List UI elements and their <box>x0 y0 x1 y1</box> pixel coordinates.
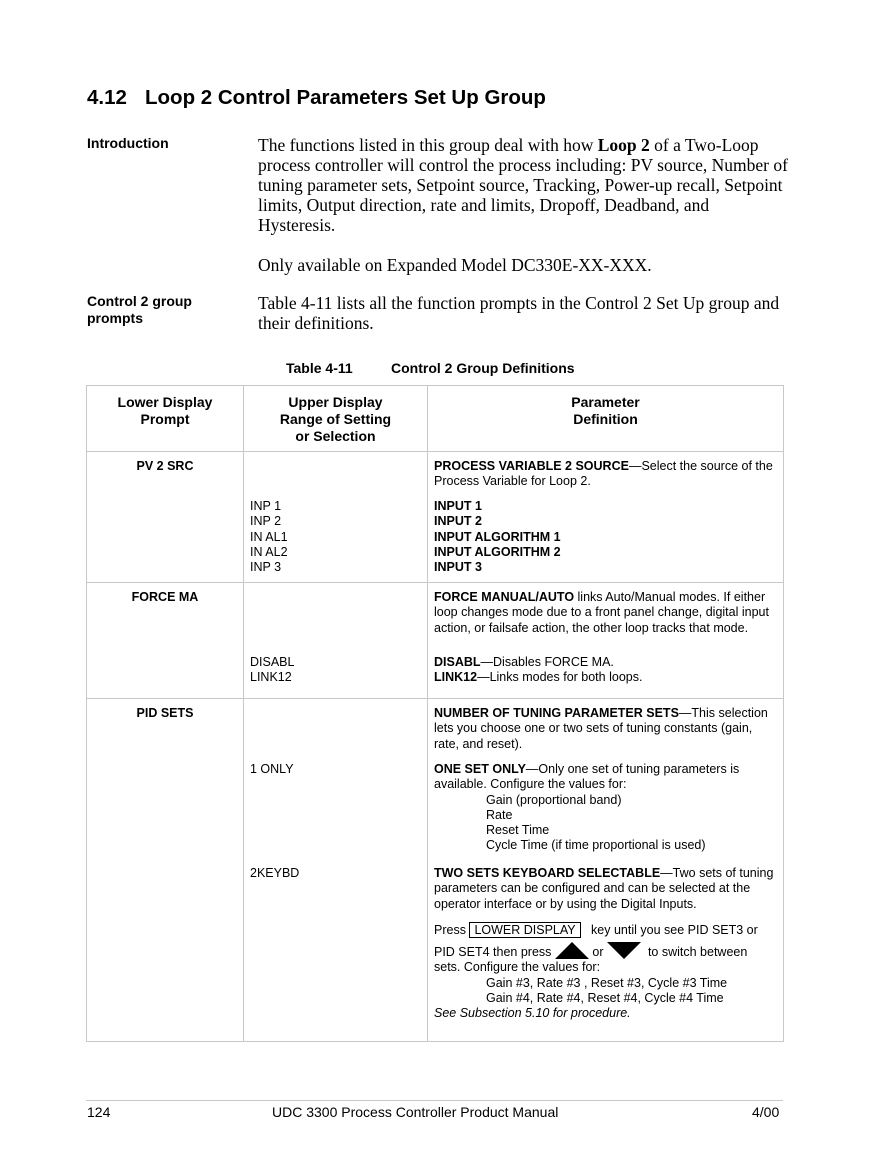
header-text: Lower Display <box>117 394 213 410</box>
definition-body: —Two sets of tuning parameters can be configured and can be selected at the operator interface or by using the Digital Inputs. <box>434 866 774 911</box>
option-definition <box>434 670 777 685</box>
definition-text <box>434 590 777 655</box>
header-text: Upper Display <box>288 394 383 410</box>
option-value: 1 ONLY <box>250 762 294 776</box>
option-definition: INPUT 3 <box>434 560 482 575</box>
definition-bold: NUMBER OF TUNING PARAMETER SETS <box>434 706 679 720</box>
definition-cell <box>428 699 784 1042</box>
option-definition-text: —Links modes for both loops. <box>477 670 643 685</box>
table-row-pidsets <box>87 699 784 1042</box>
table-title: Control 2 Group Definitions <box>391 360 575 376</box>
press-text: Press <box>434 922 466 937</box>
config-item: Reset Time <box>486 823 550 838</box>
definition-bold: FORCE MANUAL/AUTO <box>434 590 575 604</box>
option-value: INP 3 <box>250 560 282 575</box>
definition-body: —Only one set of tuning parameters is available. Configure the values for: <box>434 762 740 792</box>
header-text: Parameter <box>571 394 640 410</box>
header-text: Prompt <box>140 411 190 427</box>
see-subsection-note: See Subsection 5.10 for procedure. <box>434 1006 631 1021</box>
option-definition: INPUT 1 <box>434 499 482 513</box>
table-caption <box>286 360 575 376</box>
option-definition: INPUT ALGORITHM 2 <box>434 544 561 559</box>
press-then-text: PID SET4 then press <box>434 945 552 960</box>
definition-text <box>434 459 777 499</box>
option-value: 2KEYBD <box>250 866 300 880</box>
config-item: Gain #3, Rate #3 , Reset #3, Cycle #3 Time <box>486 975 728 990</box>
config-item: Rate <box>486 807 513 822</box>
option-definition-bold: LINK12 <box>434 670 478 685</box>
down-arrow-key-icon <box>607 942 641 959</box>
options-cell <box>244 583 428 699</box>
option-definition: INPUT 2 <box>434 514 482 529</box>
section-title: Loop 2 Control Parameters Set Up Group <box>145 86 546 109</box>
lower-display-key: LOWER DISPLAY <box>469 922 580 938</box>
prompt-cell: FORCE MA <box>87 583 244 699</box>
option-value: INP 2 <box>250 514 282 529</box>
prompts-paragraph: Table 4-11 lists all the function prompts in the Control 2 Set Up group and their definitions. <box>258 293 780 333</box>
config-item: Gain #4, Rate #4, Reset #4, Cycle #4 Time <box>486 991 724 1006</box>
footer-date: 4/00 <box>752 1104 780 1120</box>
header-lower-display <box>87 386 244 452</box>
definition-text <box>434 706 777 762</box>
intro-text-before: The functions listed in this group deal with how <box>258 135 598 155</box>
definitions-table <box>86 385 784 1042</box>
switch-text: to switch between <box>647 945 748 960</box>
section-heading <box>87 86 546 110</box>
option-value: LINK12 <box>250 670 292 685</box>
definition-cell <box>428 583 784 699</box>
arrow-keys-line <box>434 942 777 960</box>
option-value: DISABL <box>250 655 295 669</box>
configure-line: sets. Configure the values for: <box>434 960 601 975</box>
option-value: INP 1 <box>250 499 282 513</box>
header-text: Definition <box>573 411 638 427</box>
config-item: Gain (proportional band) <box>486 792 622 807</box>
definition-bold: ONE SET ONLY <box>434 762 526 776</box>
prompts-label-line2: prompts <box>87 310 143 326</box>
footer-title: UDC 3300 Process Controller Product Manual <box>272 1104 559 1120</box>
footer-divider <box>86 1100 783 1101</box>
definition-body: —This selection lets you choose one or two sets of tuning constants (gain, rate, and reset). <box>434 706 768 751</box>
definition-body: —Select the source of the Process Variable for Loop 2. <box>434 459 773 489</box>
header-text: Range of Setting <box>279 411 392 427</box>
table-header-row <box>87 386 784 452</box>
prompt-cell: PID SETS <box>87 699 244 1042</box>
option-definition: INPUT ALGORITHM 1 <box>434 529 561 544</box>
option-value: IN AL2 <box>250 544 288 559</box>
definition-body: links Auto/Manual modes. If either loop changes mode due to a front panel change, digital input action, or failsafe action, the other loop tracks that mode. <box>434 590 769 635</box>
section-number: 4.12 <box>87 86 127 109</box>
footer-page-number: 124 <box>87 1104 111 1120</box>
definition-bold: TWO SETS KEYBOARD SELECTABLE <box>434 866 661 880</box>
options-cell <box>244 699 428 1042</box>
one-set-only-definition <box>434 762 777 866</box>
intro-note: Only available on Expanded Model DC330E-XX-XXX. <box>258 255 652 275</box>
options-cell <box>244 452 428 583</box>
two-sets-definition <box>434 866 777 1022</box>
option-definition <box>434 655 777 670</box>
option-definition-text: —Disables FORCE MA. <box>480 655 614 669</box>
key-after-text: key until you see PID SET3 or <box>591 922 758 937</box>
table-row-pv2src <box>87 452 784 583</box>
table-row-forcema <box>87 583 784 699</box>
header-upper-display <box>244 386 428 452</box>
prompts-label-line1: Control 2 group <box>87 293 192 309</box>
press-key-line <box>434 922 777 938</box>
intro-text-after: of a Two-Loop process controller will control the process including: PV source, Number of tuning parameter sets, Setpoint source, Tracking, Power-up recall, Setpoint limits, Output direction, rate and limits, Dropoff, Deadband, and Hysteresis. <box>258 135 788 235</box>
header-text: or Selection <box>295 428 376 444</box>
definition-cell <box>428 452 784 583</box>
intro-paragraph <box>258 135 788 235</box>
header-parameter-definition <box>428 386 784 452</box>
prompts-label <box>87 293 192 327</box>
up-arrow-key-icon <box>555 942 589 959</box>
option-value: IN AL1 <box>250 529 288 544</box>
intro-label: Introduction <box>87 135 169 151</box>
prompt-cell: PV 2 SRC <box>87 452 244 583</box>
option-definition-bold: DISABL <box>434 655 481 669</box>
table-number: Table 4-11 <box>286 360 353 376</box>
definition-bold: PROCESS VARIABLE 2 SOURCE <box>434 459 629 473</box>
intro-text-bold: Loop 2 <box>597 135 650 155</box>
or-text: or <box>592 945 604 960</box>
config-item: Cycle Time (if time proportional is used) <box>486 838 706 853</box>
